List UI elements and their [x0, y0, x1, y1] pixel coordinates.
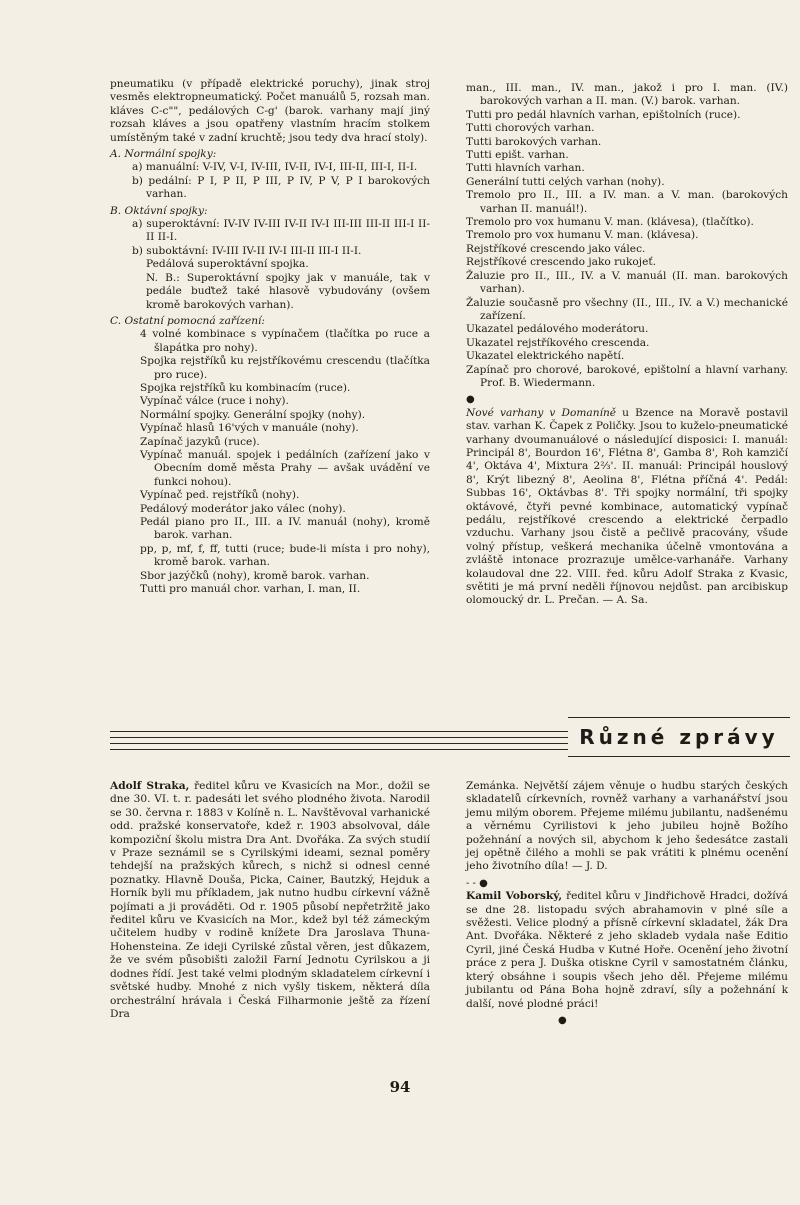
person-name: Adolf Straka, [110, 780, 190, 792]
divider-line [110, 743, 568, 744]
section-title-box [568, 717, 790, 757]
news-paragraph-straka [110, 780, 430, 1021]
list-item: Vypínač manuál. spojek i pedálních (zařízení jako v Obecním domě města Prahy — avšak uvádění ve funkci nohou). [140, 448, 430, 488]
list-item: Tutti epišt. varhan. [466, 149, 569, 162]
separator-ornament: ● [466, 394, 475, 406]
news-text: ředitel kůru v Jindřichově Hradci, dožívá se dne 28. listopadu svých abrahamovin v plné síle a svěžesti. Velice plodný a přísně církevní skladatel, žák Dra Ant. Dvořáka. Některé z jeho skladeb vydala naše Editio Cyril, jiné Česká Hudba v Kutné Hoře. Ocenění jeho životní práce z pera J. Duška otiskne Cyril v samostatném článku, který obsáhne i soupis všech jeho děl. Přejeme milému jubilantu od Pána Boha hojně zdraví, síly a požehnání k další, nové plodné práci! [466, 890, 788, 1010]
list-item: Tutti chorových varhan. [466, 122, 595, 135]
divider-line [568, 756, 790, 757]
list-item: Rejstříkové crescendo jako rukojeť. [466, 256, 656, 269]
news-paragraph-domanin [466, 407, 788, 608]
news-paragraph-continued: Zemánka. Největší zájem věnuje o hudbu starých českých skladatelů církevních, rovněž varhany a varhanářství jsou jemu milým oborem. Přejeme milému jubilantu, nadšenému a věrnému Cyrilistovi k jeho jubileu hojně Božího požehnání a nových sil, abychom k jeho šedesátce zastali jej opětně čilého a mohli se pak vrátiti k plnému ocenění jeho životního díla! — J. D. [466, 780, 788, 873]
news-text: u Bzence na Moravě postavil stav. varhan K. Čapek z Poličky. Jsou to kuželo-pneumatické varhany dvoumanuálové o následující disposici: I. manuál: Principál 8', Bourdon 16', Flétna 8', Gamba 8', Roh kamzičí 4', Oktáva 4', Mixtura 2⅔'. II. manuál: Principál houslový 8', Krýt libezný 8', Aeolina 8', Flétna příčná 4'. Pedál: Subbas 16', Oktávbas 8'. Tři spojky normální, tři spojky oktávové, čtyři pevné kombinace, automatický vypínač pedálu, rejstříkové crescendo a elektrické čerpadlo vzduchu. Varhany jsou čistě a pečlivě pracovány, všude volný přístup, veškerá mechanika účelně vmontována a zvláště intonace prozrazuje umělce-varhanáře. Varhany kolaudoval dne 22. VIII. řed. kůru Adolf Straka z Kvasic, světiti je má první neděli říjnovou nejdůst. pan arcibiskup olomoucký dr. L. Prečan. — A. Sa. [466, 406, 789, 607]
note: N. B.: Superoktávní spojky jak v manuále, tak v pedále buďtež také hlasově vybudovány (ovšem kromě barokových varhan). [146, 271, 430, 311]
list-item: Tutti hlavních varhan. [466, 162, 585, 175]
section-heading-b: B. Oktávní spojky: [110, 204, 208, 217]
list-item: Spojka rejstříků ku kombinacím (ruce). [140, 381, 351, 394]
list-item: Pedál piano pro II., III. a IV. manuál (nohy), kromě barok. varhan. [140, 516, 430, 542]
list-item: man., III. man., IV. man., jakož i pro I. man. (IV.) barokových varhan a II. man. (V.) barok. varhan. [466, 82, 788, 108]
list-item: b) suboktávní: IV-III IV-II IV-I III-II III-I II-I. [132, 244, 362, 257]
signature-line: Zapínač pro chorové, barokové, epištolní a hlavní varhany. Prof. B. Wiedermann. [466, 363, 788, 389]
organ-disposition-column-left [110, 78, 430, 596]
section-heading-a: A. Normální spojky: [110, 148, 217, 161]
list-item: a) superoktávní: IV-IV IV-III IV-II IV-I III-III III-II III-I II-II II-I. [132, 218, 430, 244]
list-item: Tutti pro manuál chor. varhan, I. man, II. [140, 583, 361, 596]
separator-ornament: - - ● [466, 877, 488, 889]
section-divider [110, 717, 790, 757]
news-text: ředitel kůru ve Kvasicích na Mor., dožil se dne 30. VI. t. r. padesáti let svého plodného života. Narodil se 30. června r. 1883 v Kolíně n. L. Navštěvoval varhanické odd. pražské konservatoře, kdež r. 1903 absolvoval, dále kompoziční školu mistra Dra Ant. Dvořáka. Za svých studií v Praze seznámil se s Cyrilskými ideami, seznal poměry tehdejší na pražských kůrech, s nichž si odnesl cenné poznatky. Hlavně Douša, Picka, Cainer, Bautzký, Hejduk a Horník byli mu příkladem, jak nutno hudbu církevní vážně pojímati a ji prováděti. Od r. 1905 působí nepřetržitě jako ředitel kůru ve Kvasicích na Mor., kdež byl též zámeckým učitelem hudby v rodině knížete Dra Jaroslava Thuna-Hohensteina. Ze ideji Cyrilské zůstal věren, jest důkazem, že ve svém působišti založil Farní Jednotu Cyrilskou a ji dodnes řídí. Jest také velmi plodným skladatelem církevní i světské hudby. Mnohé z nich vyšly tiskem, některá díla orchestrální hrávala i Česká Filharmonie ještě za řízení Dra [110, 780, 430, 1020]
section-heading-c: C. Ostatní pomocná zařízení: [110, 314, 265, 327]
list-item: 4 volné kombinace s vypínačem (tlačítka po ruce a šlapátka pro nohy). [140, 328, 430, 354]
list-item: a) manuální: V-IV, V-I, IV-III, IV-II, IV-I, III-II, III-I, II-I. [132, 161, 418, 174]
list-item: Pedálová superoktávní spojka. [146, 258, 309, 271]
list-item: Generální tutti celých varhan (nohy). [466, 175, 665, 188]
person-name: Kamil Voborský, [466, 890, 563, 903]
separator-ornament: ● [558, 1014, 567, 1026]
list-item: Rejstříkové crescendo jako válec. [466, 242, 646, 255]
list-item: Vypínač hlasů 16'vých v manuále (nohy). [140, 422, 359, 435]
list-item: Žaluzie současně pro všechny (II., III., IV. a V.) mechanické zařízení. [466, 296, 788, 322]
list-item: Normální spojky. Generální spojky (nohy). [140, 408, 366, 421]
list-item: Sbor jazýčků (nohy), kromě barok. varhan. [140, 569, 370, 582]
news-column-right [466, 780, 788, 1027]
paragraph: pneumatiku (v případě elektrické poruchy), jinak stroj vesměs elektropneumatický. Počet manuálů 5, rozsah man. kláves C-c"", pedálových C-g' (barok. varhany mají jiný rozsah kláves a jsou opatřeny vlastním hracím stolkem umístěným také v zadní kruchtě; jsou tedy dva hrací stoly). [110, 78, 430, 144]
list-item: Pedálový moderátor jako válec (nohy). [140, 502, 346, 515]
list-item: Ukazatel rejstříkového crescenda. [466, 336, 650, 349]
list-item: Vypínač válce (ruce i nohy). [140, 395, 289, 408]
list-item: Tutti pro pedál hlavních varhan, epištolních (ruce). [466, 108, 741, 121]
list-item: Ukazatel pedálového moderátoru. [466, 323, 649, 336]
section-title: Různé zprávy [579, 725, 779, 749]
list-item: Tremolo pro vox humanu V. man. (klávesa). [466, 229, 699, 242]
news-lead: Nové varhany v Domaníně [466, 406, 617, 419]
divider-line [110, 731, 568, 732]
list-item: b) pedální: P I, P II, P III, P IV, P V, P I barokových varhan. [132, 174, 430, 201]
news-column-left [110, 780, 430, 1021]
list-item: Spojka rejstříků ku rejstříkovému crescendu (tlačítka pro ruce). [140, 355, 430, 381]
news-paragraph-voborsky [466, 890, 788, 1011]
organ-disposition-column-right [466, 82, 788, 608]
list-item: Tutti barokových varhan. [466, 135, 602, 148]
list-item: Vypínač ped. rejstříků (nohy). [140, 489, 300, 502]
divider-line [110, 737, 568, 738]
list-item: Žaluzie pro II., III., IV. a V. manuál (II. man. barokových varhan). [466, 269, 788, 296]
list-item: Ukazatel elektrického napětí. [466, 350, 625, 363]
list-item: Tremolo pro II., III. a IV. man. a V. man. (barokových varhan II. manuál!). [466, 189, 788, 215]
list-item: Zapínač jazyků (ruce). [140, 435, 260, 448]
list-item: pp, p, mf, f, ff, tutti (ruce; bude-li místa i pro nohy), kromě barok. varhan. [140, 542, 430, 569]
list-item: Tremolo pro vox humanu V. man. (klávesa), (tlačítko). [466, 216, 754, 229]
divider-line [110, 749, 568, 750]
page-number: 94 [389, 1078, 411, 1096]
